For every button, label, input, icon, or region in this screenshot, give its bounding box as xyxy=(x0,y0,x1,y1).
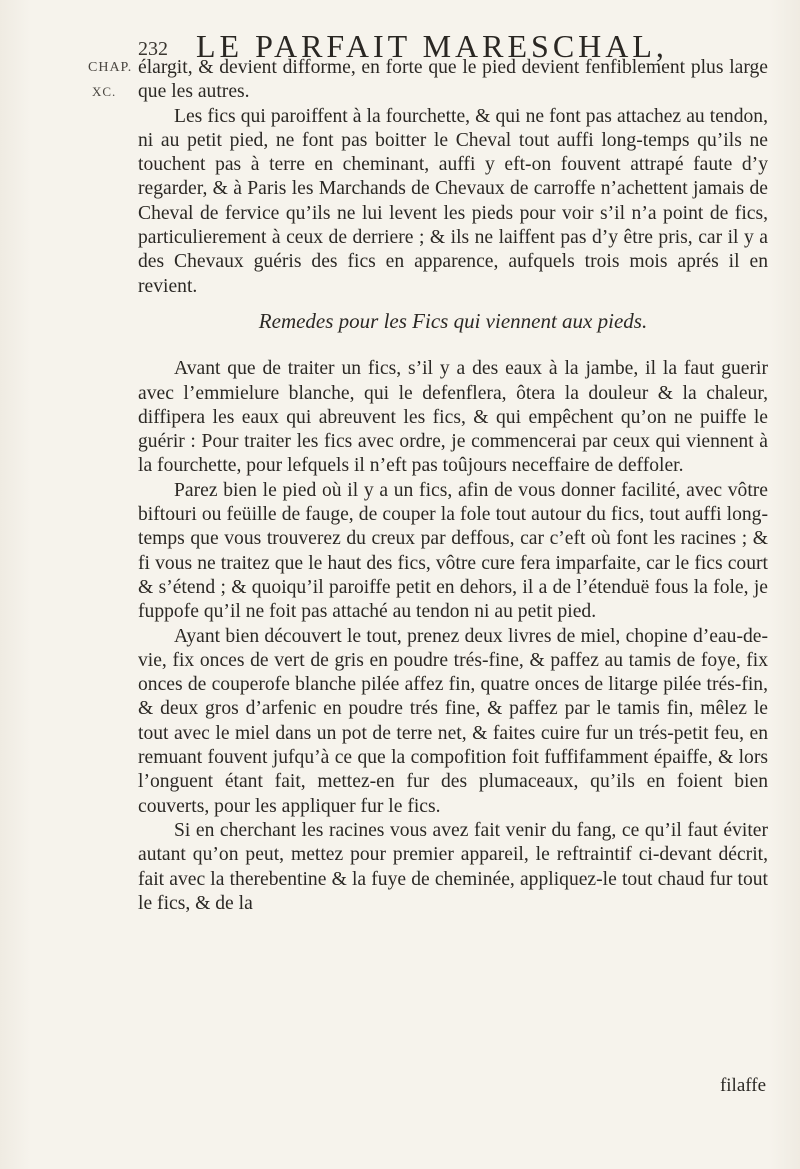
chapter-number: XC. xyxy=(92,84,117,99)
section-heading: Remedes pour les Fics qui viennent aux pieds. xyxy=(258,308,648,333)
paragraph-continued: élargit, & devient difforme, en forte que le pied devient fenfiblement plus large que les autres. xyxy=(138,57,768,103)
catchword: filaffe xyxy=(719,1075,766,1096)
chapter-label: CHAP. xyxy=(88,60,133,75)
paragraph: Si en cherchant les racines vous avez fait venir du fang, ce qu’il faut éviter autant qu’on peut, mettez pour premier appareil, le reftraintif ci-devant décrit, fait avec la therebentine & la fuye de cheminée, appliquez-le tout chaud fur tout le fics, & de la xyxy=(138,819,768,914)
paragraph: Ayant bien découvert le tout, prenez deux livres de miel, chopine d’eau-de-vie, fix onces de vert de gris en poudre trés-fine, & paffez au tamis de foye, fix onces de couperofe blanche pilée affez fin, quatre onces de litarge pilée trés-fin, & deux gros d’arfenic en poudre trés fine, & paffez par le tamis fin, mêlez le tout avec le miel dans un pot de terre net, & faites cuire fur un trés-petit feu, en remuant fouvent jufqu’à ce que la compofition foit fuffifamment épaiffe, & lors l’onguent étant fait, mettez-en fur des plumaceaux, qu’ils en foient bien couverts, pour les appliquer fur le fics. xyxy=(138,625,768,817)
paragraph: Parez bien le pied où il y a un fics, afin de vous donner facilité, avec vôtre biftouri ou feüille de fauge, de couper la fole tout autour du fics, tout auffi long-temps que vous trouverez du creux par deffous, car c’eft où font les racines ; & fi vous ne traitez que le haut des fics, vôtre cure fera imparfaite, car le fics court & s’étend ; & quoiqu’il paroiffe petit en dehors, il a de l’étenduë fous la fole, je fuppofe qu’il ne foit pas attaché au tendon ni au petit pied. xyxy=(138,479,768,623)
page-number: 232 xyxy=(138,38,168,60)
paragraph: Avant que de traiter un fics, s’il y a des eaux à la jambe, il la faut guerir avec l’emmielure blanche, qui le defenflera, ôtera la douleur & la chaleur, diffipera les eaux qui abreuvent les fics, & qui empêchent qu’on ne puiffe le guérir : Pour traiter les fics avec ordre, je commencerai par ceux qui viennent à la fourchette, pour lefquels il n’eft pas toûjours neceffaire de deffoler. xyxy=(138,358,768,477)
paragraph: Les fics qui paroiffent à la fourchette, & qui ne font pas attachez au tendon, ni au petit pied, ne font pas boitter le Cheval tout auffi long-temps qu’ils ne touchent pas à terre en cheminant, auffi y eft-on fouvent attrapé faute d’y regarder, & à Paris les Marchands de Chevaux de carroffe n’achettent jamais de Cheval de fervice qu’ils ne lui levent les pieds pour voir s’il n’a point de fics, particulierement à ceux de derriere ; & ils ne laiffent pas d’y être pris, car il y a des Chevaux guéris des fics en apparence, aufquels trois mois aprés il en revient. xyxy=(138,105,768,297)
main-text xyxy=(138,56,768,916)
running-title: LE PARFAIT MARESCHAL, xyxy=(196,28,668,64)
